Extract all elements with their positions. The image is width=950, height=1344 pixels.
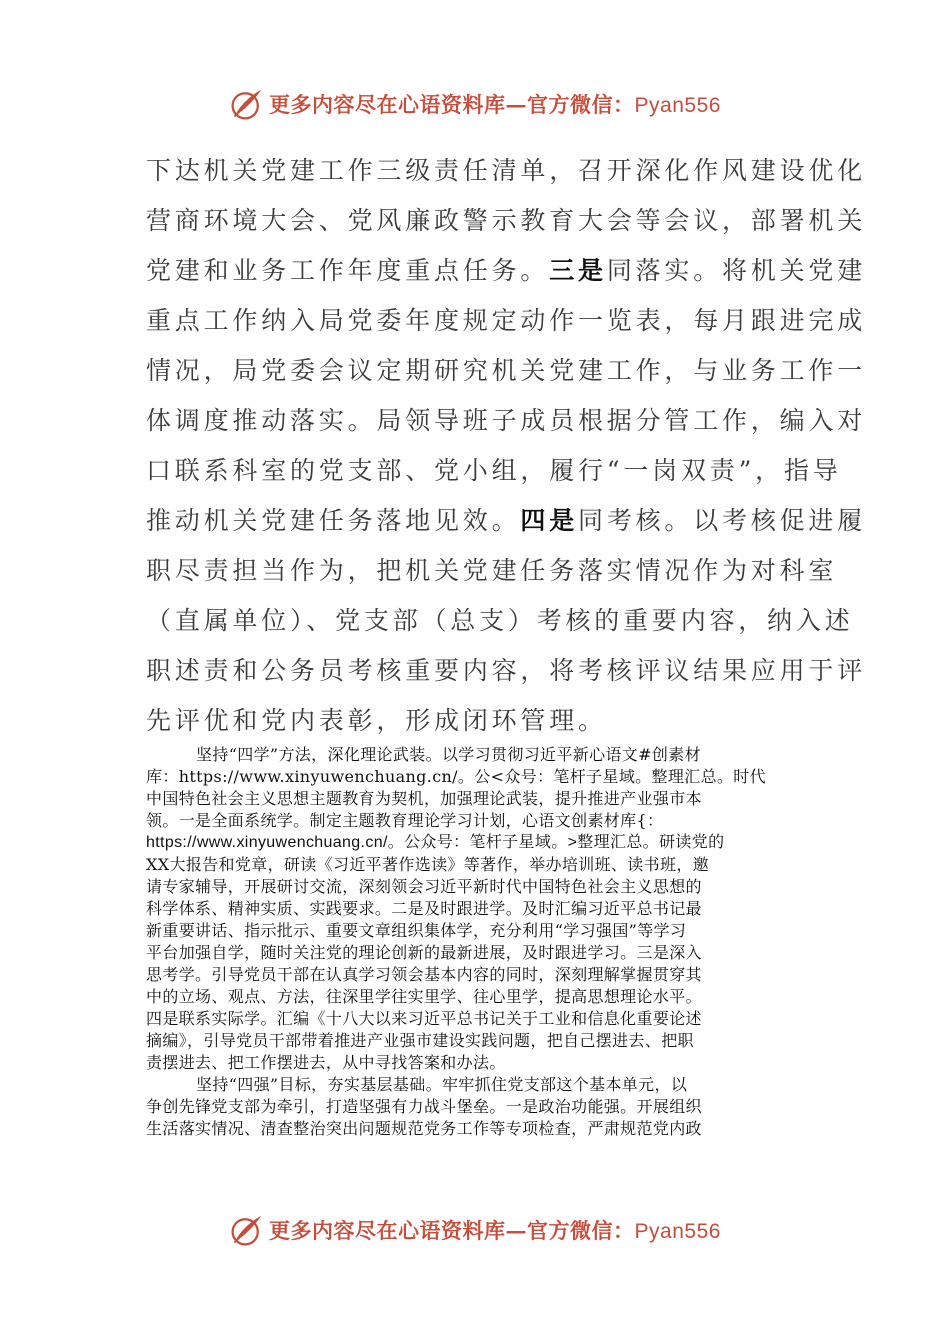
text-line: 口联系科室的党支部、党小组，履行“一岗双责”，指导	[146, 456, 842, 485]
text-segment: 党建和业务工作年度重点任务。	[146, 256, 550, 285]
banner-dash: —	[505, 92, 528, 117]
text-line: 生活落实情况、清查整治突出问题规范党务工作等专项检查，严肃规范党内政	[146, 1119, 702, 1138]
text-line: 营商环境大会、党风廉政警示教育大会等会议，部署机关	[146, 206, 867, 235]
paragraph-start-line: 坚持“四学”方法，深化理论武装。以学习贯彻习近平新心语文#创素材	[196, 745, 701, 764]
banner-id: Pyan556	[634, 94, 721, 117]
paragraph-start-line: 坚持“四强”目标，夯实基层基础。牢牢抓住党支部这个基本单元，以	[196, 1075, 688, 1094]
text-line: 中的立场、观点、方法，往深里学往实里学、往心里学，提高思想理论水平。	[146, 987, 702, 1006]
text-line	[146, 496, 867, 546]
text-line: 领。一是全面系统学。制定主题教育理论学习计划，心语文创素材库{：	[146, 811, 664, 830]
text-segment: 同考核。以考核促进履	[578, 506, 867, 535]
text-line: 四是联系实际学。汇编《十八大以来习近平总书记关于工业和信息化重要论述	[146, 1009, 702, 1028]
text-line: 职尽责担当作为，把机关党建任务落实情况作为对科室	[146, 556, 838, 585]
banner-text	[269, 1215, 721, 1245]
bold-keyword: 四是	[520, 506, 579, 535]
text-line	[146, 246, 867, 296]
banner-dash: —	[505, 1218, 528, 1243]
banner-main: 更多内容尽在心语资料库	[269, 92, 506, 117]
text-line: （直属单位）、党支部（总支）考核的重要内容，纳入述	[146, 606, 854, 635]
text-line: 新重要讲话、指示批示、重要文章组织集体学，充分利用“学习强国”等学习	[146, 921, 687, 940]
banner-main: 更多内容尽在心语资料库	[269, 1218, 506, 1243]
bold-keyword: 三是	[549, 256, 607, 285]
text-segment: 同落实。将机关党建	[606, 256, 867, 285]
banner-text	[269, 89, 721, 119]
footer-banner	[0, 1210, 950, 1250]
text-line: 职述责和公务员考核重要内容，将考核评议结果应用于评	[146, 656, 867, 685]
large-paragraph	[146, 146, 867, 746]
text-line: 情况，局党委会议定期研究机关党建工作，与业务工作一	[146, 356, 867, 385]
text-line: 中国特色社会主义思想主题教育为契机，加强理论武装，提升推进产业强市本	[146, 789, 702, 808]
small-paragraphs	[146, 744, 806, 1140]
banner-wechat: 官方微信：	[527, 92, 635, 117]
text-segment: 推动机关党建任务落地见效。	[146, 506, 521, 535]
text-line: 科学体系、精神实质、实践要求。二是及时跟进学。及时汇编习近平总书记最	[146, 899, 702, 918]
text-line: 体调度推动落实。局领导班子成员根据分管工作，编入对	[146, 406, 867, 435]
text-line: 先评优和党内表彰，形成闭环管理。	[146, 706, 607, 735]
banner-wechat: 官方微信：	[527, 1218, 635, 1243]
quill-logo-icon	[229, 1212, 265, 1248]
banner-id: Pyan556	[634, 1220, 721, 1243]
text-line: 库：https://www.xinyuwenchuang.cn/。公<众号：笔杆子星域。整理汇总。时代	[146, 767, 766, 786]
text-line: 重点工作纳入局党委年度规定动作一览表，每月跟进完成	[146, 306, 867, 335]
text-line: 摘编》，引导党员干部带着推进产业强市建设实践问题，把自己摆进去、把职	[146, 1031, 694, 1050]
text-line: 责摆进去、把工作摆进去，从中寻找答案和办法。	[146, 1053, 506, 1072]
text-line: 下达机关党建工作三级责任清单，召开深化作风建设优化	[146, 156, 867, 185]
text-line: XX大报告和党章，研读《习近平著作选读》等著作，举办培训班、读书班，邀	[146, 855, 710, 874]
quill-logo-icon	[229, 86, 265, 122]
text-line: 请专家辅导，开展研讨交流，深刻领会习近平新时代中国特色社会主义思想的	[146, 877, 702, 896]
text-line: 思考学。引导党员干部在认真学习领会基本内容的同时，深刻理解掌握贯穿其	[146, 965, 702, 984]
text-line: https://www.xinyuwenchuang.cn/。公众号：笔杆子星域。>整理汇总。研读党的	[146, 834, 725, 851]
text-line: 争创先锋党支部为牵引，打造坚强有力战斗堡垒。一是政治功能强。开展组织	[146, 1097, 702, 1116]
header-banner	[0, 84, 950, 124]
text-line: 平台加强自学，随时关注党的理论创新的最新进展，及时跟进学习。三是深入	[146, 943, 702, 962]
